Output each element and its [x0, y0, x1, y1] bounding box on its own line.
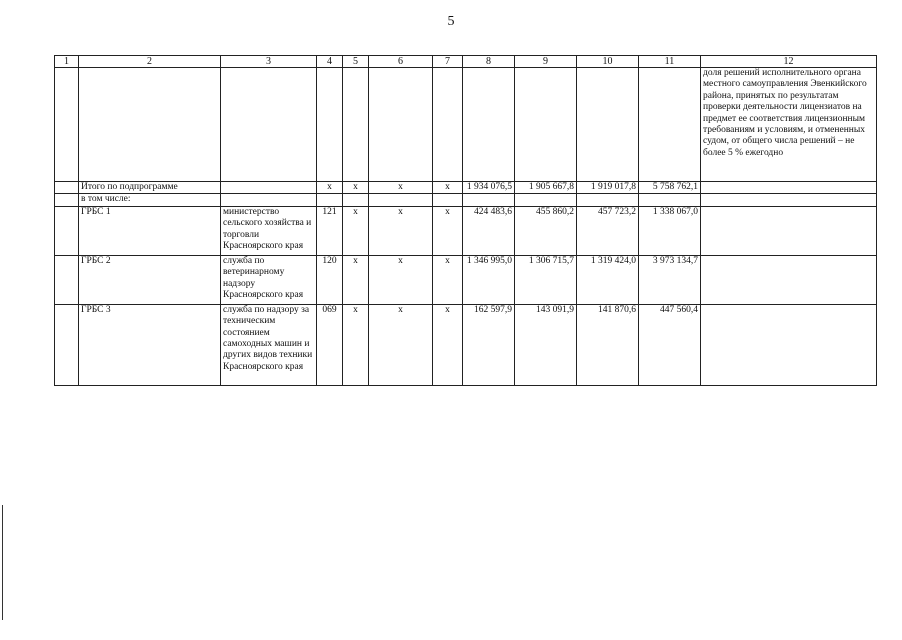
header-cell-12: 12	[701, 56, 877, 68]
total-col6: х	[369, 182, 433, 194]
grbs-col9: 455 860,2	[515, 206, 577, 255]
grbs-code: 069	[317, 304, 343, 385]
header-cell-11: 11	[639, 56, 701, 68]
header-row	[55, 56, 877, 68]
table-row	[55, 68, 877, 182]
grbs-col11: 447 560,4	[639, 304, 701, 385]
grbs-name: ГРБС 2	[79, 255, 221, 304]
header-cell-6: 6	[369, 56, 433, 68]
indicator-description: доля решений исполнительного органа местного самоуправления Эвенкийского района, принятых по результатам проверки деятельности лицензиатов на предмет ее соответствия лицензионным требованиям и условиям, и отмененных судом, от общего числа решений – не более 5 % ежегодно	[701, 68, 877, 182]
grbs-col9: 1 306 715,7	[515, 255, 577, 304]
header-cell-1: 1	[55, 56, 79, 68]
header-cell-7: 7	[433, 56, 463, 68]
grbs-col11: 1 338 067,0	[639, 206, 701, 255]
including-row	[55, 194, 877, 206]
table-row	[55, 206, 877, 255]
grbs-col9: 143 091,9	[515, 304, 577, 385]
total-col4: х	[317, 182, 343, 194]
total-col9: 1 905 667,8	[515, 182, 577, 194]
header-cell-9: 9	[515, 56, 577, 68]
grbs-col11: 3 973 134,7	[639, 255, 701, 304]
grbs-col6: х	[369, 255, 433, 304]
total-label: Итого по подпрограмме	[79, 182, 221, 194]
grbs-name: ГРБС 1	[79, 206, 221, 255]
header-cell-4: 4	[317, 56, 343, 68]
grbs-name: ГРБС 3	[79, 304, 221, 385]
margin-line	[2, 505, 3, 620]
grbs-col10: 1 319 424,0	[577, 255, 639, 304]
grbs-col10: 141 870,6	[577, 304, 639, 385]
grbs-code: 121	[317, 206, 343, 255]
grbs-col5: х	[343, 255, 369, 304]
header-cell-3: 3	[221, 56, 317, 68]
header-cell-8: 8	[463, 56, 515, 68]
grbs-col8: 162 597,9	[463, 304, 515, 385]
including-label: в том числе:	[79, 194, 221, 206]
table-row	[55, 304, 877, 385]
header-cell-2: 2	[79, 56, 221, 68]
total-col5: х	[343, 182, 369, 194]
page-number: 5	[447, 14, 455, 29]
total-col7: х	[433, 182, 463, 194]
header-cell-5: 5	[343, 56, 369, 68]
total-col8: 1 934 076,5	[463, 182, 515, 194]
grbs-col5: х	[343, 206, 369, 255]
grbs-ministry: министерство сельского хозяйства и торговли Красноярского края	[221, 206, 317, 255]
total-col10: 1 919 017,8	[577, 182, 639, 194]
grbs-col7: х	[433, 206, 463, 255]
grbs-col8: 424 483,6	[463, 206, 515, 255]
grbs-ministry: служба по надзору за техническим состоянием самоходных машин и других видов техники Красноярского края	[221, 304, 317, 385]
grbs-ministry: служба по ветеринарному надзору Красноярского края	[221, 255, 317, 304]
table-row	[55, 255, 877, 304]
grbs-col10: 457 723,2	[577, 206, 639, 255]
grbs-col5: х	[343, 304, 369, 385]
header-cell-10: 10	[577, 56, 639, 68]
total-row	[55, 182, 877, 194]
grbs-col6: х	[369, 304, 433, 385]
grbs-col8: 1 346 995,0	[463, 255, 515, 304]
grbs-code: 120	[317, 255, 343, 304]
grbs-col6: х	[369, 206, 433, 255]
grbs-col7: х	[433, 255, 463, 304]
program-table	[54, 55, 877, 386]
total-col11: 5 758 762,1	[639, 182, 701, 194]
grbs-col7: х	[433, 304, 463, 385]
